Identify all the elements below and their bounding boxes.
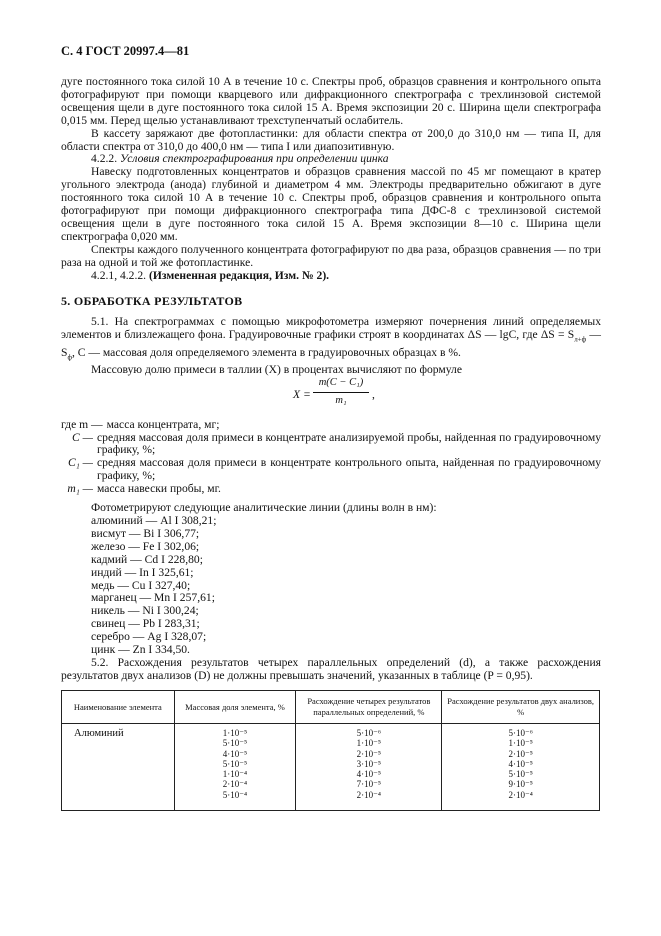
table-value: 4·10⁻⁵ (508, 758, 533, 769)
list-item: цинк — Zn I 334,50. (91, 643, 190, 657)
definition-item: C₁ — средняя массовая доля примеси в концентрате контрольного опыта, найденная по градуировочному графику, %; (68, 456, 601, 483)
table-value: 1·10⁻⁵ (222, 728, 248, 738)
fraction-bar (313, 392, 369, 393)
header-analyses-discrepancy: Расхождение результатов двух анализов, % (442, 691, 600, 724)
amendment-numbers: 4.2.1, 4.2.2. (91, 268, 147, 282)
table-header-row (62, 691, 600, 724)
analytical-lines-list (61, 515, 601, 657)
list-item: свинец — Pb I 283,31; (91, 617, 200, 631)
formula-lhs: X = (293, 387, 311, 401)
table-value: 9·10⁻⁵ (508, 779, 533, 790)
definition-item: C — средняя массовая доля примеси в концентрате анализируемой пробы, найденная по градуировочному графику, %; (72, 430, 601, 457)
table-value: 5·10⁻⁶ (356, 728, 382, 738)
lines-intro: Фотометрируют следующие аналитические линии (длины волн в нм): (91, 501, 437, 515)
header-parallel-discrepancy: Расхождение четырех результатов параллельных определений, % (296, 691, 442, 724)
paragraph-spectra-repeat: Спектры каждого полученного концентрата фотографируют по два раза, образцов сравнения — по три раза на одной и той же фотопластинке. (61, 242, 601, 269)
table-value: 2·10⁻⁴ (508, 789, 533, 800)
subsection-number: 4.2.2. (91, 152, 118, 166)
table-value: 2·10⁻⁴ (222, 779, 248, 790)
list-item: марганец — Mn I 257,61; (91, 591, 215, 605)
formula-numerator: m(C − C₁) (318, 376, 364, 388)
paragraph-formula-intro: Массовую долю примеси в таллии (X) в процентах вычисляют по формуле (91, 362, 462, 376)
list-item: медь — Cu I 327,40; (91, 578, 191, 592)
header-element: Наименование элемента (62, 691, 175, 724)
paragraph-continuation: дуге постоянного тока силой 10 А в течение 10 с. Спектры проб, образцов сравнения и контрольного опыта фотографируют при помощи кварцевого или дифракционного спектрографа с трехлинзовой системой освещения щели в дуге постоянного тока силой 15 А. Время экспозиции 20 с. Ширина щели спектрографа 0,015 мм. Перед щелью устанавливают трехступенчатый ослабитель. (61, 75, 601, 127)
paragraph-5-2: 5.2. Расхождения результатов четырех параллельных определений (d), а также расхождения результатов двух анализов (D) не должны превышать значений, указанных в таблице (P = 0,95). (61, 655, 601, 682)
table-value: 7·10⁻⁵ (356, 779, 382, 790)
page-header: С. 4 ГОСТ 20997.4—81 (61, 44, 190, 58)
document-body (61, 76, 601, 683)
formula-denominator: m₁ (335, 394, 347, 406)
cell-mass (174, 724, 296, 811)
table-value: 5·10⁻⁴ (222, 789, 248, 800)
definition-item: где m — масса концентрата, мг; (61, 417, 220, 431)
table-value: 1·10⁻⁴ (222, 769, 248, 780)
amendment-note (61, 270, 601, 283)
formula-comma: , (372, 387, 375, 401)
definition-item: m₁ — масса навески пробы, мг. (67, 482, 221, 496)
table-value: 2·10⁻⁵ (356, 748, 382, 759)
list-item: висмут — Bi I 306,77; (91, 526, 200, 540)
cell-element: Алюминий (62, 724, 175, 811)
amendment-text: (Измененная редакция, Изм. № 2). (148, 268, 330, 282)
table-value: 4·10⁻⁵ (356, 769, 382, 780)
list-item: никель — Ni I 300,24; (91, 604, 199, 618)
table-value: 2·10⁻⁴ (356, 789, 382, 800)
table-value: 5·10⁻⁵ (222, 738, 248, 749)
table-value: 5·10⁻⁵ (508, 769, 533, 780)
table-value: 5·10⁻⁵ (222, 758, 248, 769)
list-item: серебро — Ag I 328,07; (91, 630, 207, 644)
section-title: 5. ОБРАБОТКА РЕЗУЛЬТАТОВ (61, 293, 243, 308)
subsection-title: Условия спектрографирования при определении цинка (120, 152, 389, 166)
formula-definitions (61, 419, 601, 496)
tolerance-table (61, 690, 600, 811)
list-item: железо — Fe I 302,06; (91, 539, 200, 553)
table-value: 5·10⁻⁶ (508, 728, 533, 738)
formula (61, 377, 601, 415)
table-value: 3·10⁻⁵ (356, 758, 382, 769)
list-item: индий — In I 325,61; (91, 565, 194, 579)
table-row (62, 724, 600, 811)
cell-d (296, 724, 442, 811)
header-mass-fraction: Массовая доля элемента, % (174, 691, 296, 724)
cell-D (442, 724, 600, 811)
list-item: алюминий — Al I 308,21; (91, 514, 217, 527)
list-item: кадмий — Cd I 228,80; (91, 552, 203, 566)
table-value: 1·10⁻⁵ (508, 738, 533, 749)
paragraph-5-1: 5.1. На спектрограммах с помощью микрофотометра измеряют почернения линий определяемых элементов и близлежащего фона. Градуировочные графики строят в координатах ΔS — lgC, где $\Delta S = S_{л+ф}$ — $S_ф$, C — массовая доля определяемого элемента в градуировочных образцах в %. (61, 315, 601, 361)
paragraph-zinc-conditions: Навеску подготовленных концентратов и образцов сравнения массой по 45 мг помещают в кратер угольного электрода (анода) глубиной и диаметром 4 мм. Электроды предварительно обжигают в дуге постоянного тока силой 10 А в течение 10 с. Спектры проб, образцов сравнения и контрольного опыта фотографируют при помощи дифракционного спектрографа типа ДФС-8 с трехлинзовой системой освещения щели в дуге постоянного тока силой 15 А. Время экспозиции 8—10 с. Ширина щели спектрографа 0,020 мм. (61, 165, 601, 243)
paragraph-cassette: В кассету заряжают две фотопластинки: для области спектра от 200,0 до 310,0 нм — типа II, для области спектра от 310,0 до 400,0 нм — типа I или диапозитивную. (61, 126, 601, 153)
table-value: 4·10⁻⁵ (222, 748, 248, 759)
table-value: 2·10⁻⁵ (508, 748, 533, 759)
table-value: 1·10⁻⁵ (356, 738, 382, 749)
